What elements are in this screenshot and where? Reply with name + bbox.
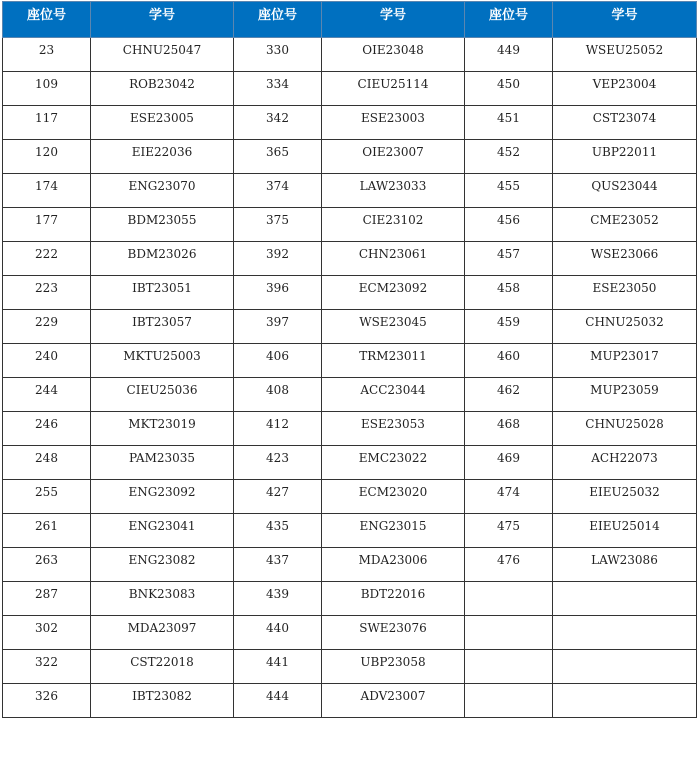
seat-number-cell: 374 [234, 174, 322, 208]
student-id-cell: EIE22036 [91, 140, 234, 174]
student-id-cell: WSEU25052 [553, 38, 697, 72]
student-id-cell: IBT23051 [91, 276, 234, 310]
seat-number-cell: 468 [465, 412, 553, 446]
seat-number-cell: 457 [465, 242, 553, 276]
seat-number-cell: 246 [3, 412, 91, 446]
table-row [3, 344, 697, 378]
seat-number-cell: 330 [234, 38, 322, 72]
student-id-cell: ECM23092 [322, 276, 465, 310]
seat-number-cell: 222 [3, 242, 91, 276]
header-seat-number: 座位号 [465, 2, 553, 38]
table-row [3, 412, 697, 446]
seat-assignment-table [2, 1, 697, 718]
student-id-cell: CHNU25028 [553, 412, 697, 446]
seat-number-cell: 342 [234, 106, 322, 140]
student-id-cell: BDM23055 [91, 208, 234, 242]
student-id-cell: CST22018 [91, 650, 234, 684]
seat-number-cell: 462 [465, 378, 553, 412]
student-id-cell: CME23052 [553, 208, 697, 242]
table-row [3, 514, 697, 548]
seat-number-cell: 263 [3, 548, 91, 582]
table-row [3, 650, 697, 684]
student-id-cell: OIE23007 [322, 140, 465, 174]
seat-number-cell: 261 [3, 514, 91, 548]
seat-number-cell: 460 [465, 344, 553, 378]
student-id-cell: ESE23003 [322, 106, 465, 140]
seat-number-cell: 459 [465, 310, 553, 344]
student-id-cell: ADV23007 [322, 684, 465, 718]
student-id-cell: OIE23048 [322, 38, 465, 72]
seat-number-cell: 435 [234, 514, 322, 548]
student-id-cell: SWE23076 [322, 616, 465, 650]
student-id-cell: CST23074 [553, 106, 697, 140]
seat-number-cell: 334 [234, 72, 322, 106]
seat-number-cell: 412 [234, 412, 322, 446]
table-row [3, 582, 697, 616]
seat-number-cell: 392 [234, 242, 322, 276]
seat-number-cell: 408 [234, 378, 322, 412]
student-id-cell: CHNU25032 [553, 310, 697, 344]
header-student-id: 学号 [322, 2, 465, 38]
seat-number-cell: 452 [465, 140, 553, 174]
seat-number-cell [465, 616, 553, 650]
table-row [3, 174, 697, 208]
seat-number-cell: 229 [3, 310, 91, 344]
student-id-cell: ACC23044 [322, 378, 465, 412]
student-id-cell: MKTU25003 [91, 344, 234, 378]
header-student-id: 学号 [553, 2, 697, 38]
student-id-cell: MKT23019 [91, 412, 234, 446]
table-body [3, 38, 697, 718]
student-id-cell [553, 650, 697, 684]
seat-number-cell: 439 [234, 582, 322, 616]
student-id-cell: ACH22073 [553, 446, 697, 480]
seat-number-cell: 240 [3, 344, 91, 378]
student-id-cell: CHN23061 [322, 242, 465, 276]
student-id-cell: ROB23042 [91, 72, 234, 106]
seat-number-cell: 469 [465, 446, 553, 480]
student-id-cell: CIEU25114 [322, 72, 465, 106]
student-id-cell [553, 616, 697, 650]
seat-number-cell: 451 [465, 106, 553, 140]
header-student-id: 学号 [91, 2, 234, 38]
seat-number-cell: 174 [3, 174, 91, 208]
student-id-cell: CHNU25047 [91, 38, 234, 72]
seat-number-cell: 441 [234, 650, 322, 684]
student-id-cell: ESE23050 [553, 276, 697, 310]
seat-number-cell: 223 [3, 276, 91, 310]
student-id-cell: ESE23053 [322, 412, 465, 446]
seat-number-cell: 287 [3, 582, 91, 616]
table-row [3, 446, 697, 480]
student-id-cell: ENG23092 [91, 480, 234, 514]
seat-number-cell: 365 [234, 140, 322, 174]
student-id-cell: BNK23083 [91, 582, 234, 616]
seat-number-cell: 456 [465, 208, 553, 242]
table-row [3, 72, 697, 106]
student-id-cell: IBT23082 [91, 684, 234, 718]
student-id-cell: IBT23057 [91, 310, 234, 344]
seat-number-cell: 109 [3, 72, 91, 106]
student-id-cell: WSE23045 [322, 310, 465, 344]
table-row [3, 684, 697, 718]
table-row [3, 106, 697, 140]
header-seat-number: 座位号 [234, 2, 322, 38]
seat-number-cell: 427 [234, 480, 322, 514]
student-id-cell: ECM23020 [322, 480, 465, 514]
student-id-cell: MUP23017 [553, 344, 697, 378]
seat-number-cell: 244 [3, 378, 91, 412]
student-id-cell: BDT22016 [322, 582, 465, 616]
seat-number-cell: 177 [3, 208, 91, 242]
seat-number-cell: 450 [465, 72, 553, 106]
table-row [3, 38, 697, 72]
student-id-cell: CIE23102 [322, 208, 465, 242]
student-id-cell: WSE23066 [553, 242, 697, 276]
student-id-cell: CIEU25036 [91, 378, 234, 412]
student-id-cell: UBP22011 [553, 140, 697, 174]
student-id-cell [553, 582, 697, 616]
seat-number-cell: 449 [465, 38, 553, 72]
seat-number-cell: 322 [3, 650, 91, 684]
table-row [3, 480, 697, 514]
table-header [3, 2, 697, 38]
seat-number-cell: 326 [3, 684, 91, 718]
seat-number-cell: 423 [234, 446, 322, 480]
table-row [3, 276, 697, 310]
seat-number-cell: 474 [465, 480, 553, 514]
table-row [3, 242, 697, 276]
student-id-cell: ENG23015 [322, 514, 465, 548]
seat-number-cell: 302 [3, 616, 91, 650]
student-id-cell: ENG23041 [91, 514, 234, 548]
student-id-cell: PAM23035 [91, 446, 234, 480]
seat-number-cell [465, 650, 553, 684]
seat-number-cell [465, 684, 553, 718]
student-id-cell: LAW23086 [553, 548, 697, 582]
seat-number-cell: 475 [465, 514, 553, 548]
student-id-cell: VEP23004 [553, 72, 697, 106]
seat-number-cell: 396 [234, 276, 322, 310]
student-id-cell: MUP23059 [553, 378, 697, 412]
seat-number-cell: 255 [3, 480, 91, 514]
seat-number-cell: 458 [465, 276, 553, 310]
table-row [3, 140, 697, 174]
table-row [3, 616, 697, 650]
seat-number-cell: 437 [234, 548, 322, 582]
student-id-cell: ENG23082 [91, 548, 234, 582]
student-id-cell: UBP23058 [322, 650, 465, 684]
seat-number-cell: 455 [465, 174, 553, 208]
seat-number-cell: 406 [234, 344, 322, 378]
seat-number-cell: 23 [3, 38, 91, 72]
header-seat-number: 座位号 [3, 2, 91, 38]
student-id-cell: ENG23070 [91, 174, 234, 208]
student-id-cell: EIEU25014 [553, 514, 697, 548]
table-row [3, 378, 697, 412]
table-row [3, 310, 697, 344]
seat-number-cell: 248 [3, 446, 91, 480]
seat-number-cell [465, 582, 553, 616]
header-row [3, 2, 697, 38]
seat-number-cell: 476 [465, 548, 553, 582]
seat-number-cell: 444 [234, 684, 322, 718]
student-id-cell [553, 684, 697, 718]
seat-number-cell: 120 [3, 140, 91, 174]
student-id-cell: ESE23005 [91, 106, 234, 140]
student-id-cell: TRM23011 [322, 344, 465, 378]
student-id-cell: MDA23006 [322, 548, 465, 582]
student-id-cell: QUS23044 [553, 174, 697, 208]
seat-number-cell: 117 [3, 106, 91, 140]
student-id-cell: MDA23097 [91, 616, 234, 650]
seat-number-cell: 397 [234, 310, 322, 344]
student-id-cell: LAW23033 [322, 174, 465, 208]
student-id-cell: EMC23022 [322, 446, 465, 480]
student-id-cell: BDM23026 [91, 242, 234, 276]
table-row [3, 208, 697, 242]
student-id-cell: EIEU25032 [553, 480, 697, 514]
seat-number-cell: 440 [234, 616, 322, 650]
table-row [3, 548, 697, 582]
seat-number-cell: 375 [234, 208, 322, 242]
